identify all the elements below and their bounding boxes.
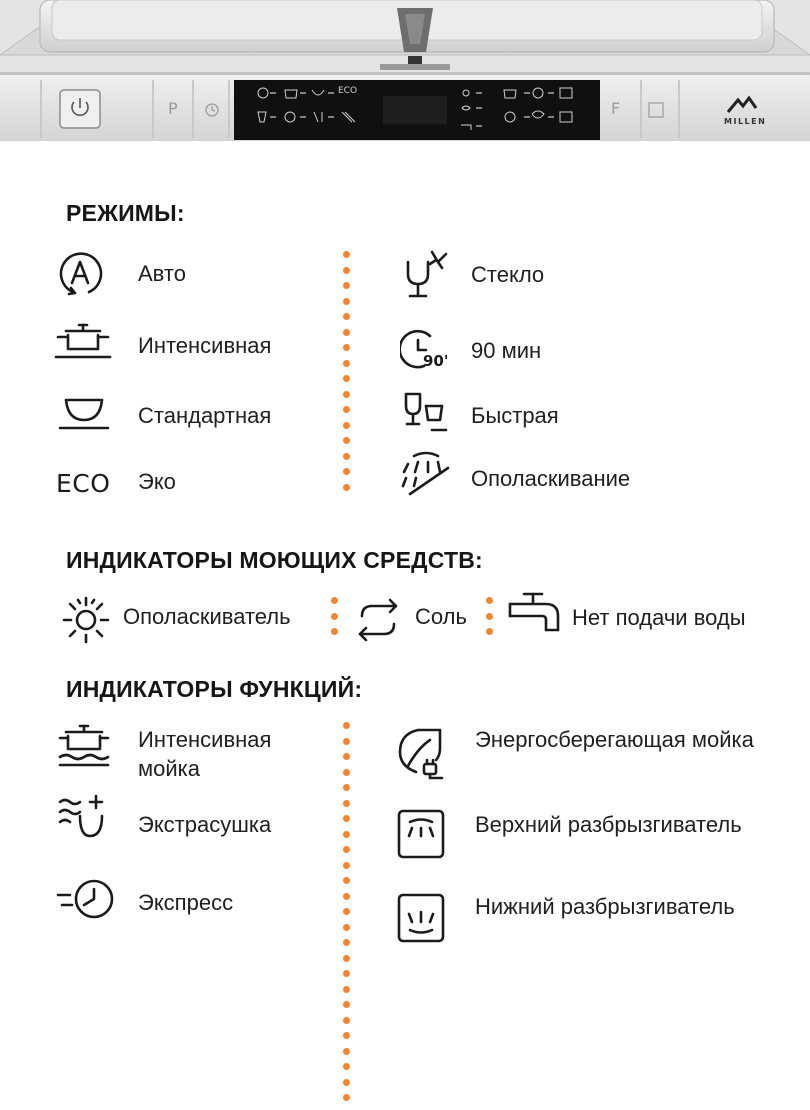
function-label: Экстрасушка <box>138 812 272 837</box>
bowl-icon <box>56 396 112 438</box>
leaf-plug-icon <box>396 726 450 782</box>
mode-label: 90 мин <box>471 338 542 363</box>
mode-label: Эко <box>138 469 176 494</box>
function-label: Верхний разбрызгиватель <box>475 812 742 837</box>
function-label: Интенсивная мойка <box>138 727 272 781</box>
detergent-label: Ополаскиватель <box>123 604 291 629</box>
detergent-label: Соль <box>415 604 467 629</box>
mode-label: Ополаскивание <box>471 466 631 491</box>
extra-dry-icon <box>56 792 112 844</box>
auto-icon <box>56 252 106 298</box>
pot-icon <box>54 322 112 364</box>
mode-label: Авто <box>138 261 186 286</box>
mode-label: Стекло <box>471 262 545 287</box>
shower-icon <box>398 450 454 498</box>
f-button-label: F <box>611 99 621 118</box>
functions-heading: ИНДИКАТОРЫ ФУНКЦИЙ: <box>66 676 363 702</box>
p-button-label: P <box>168 99 178 118</box>
intensive-wash-icon <box>56 723 112 771</box>
faucet-icon <box>506 590 566 642</box>
panel-eco-label: ECO <box>338 86 358 96</box>
function-label: Экспресс <box>138 890 234 915</box>
detergents-heading: ИНДИКАТОРЫ МОЮЩИХ СРЕДСТВ: <box>66 547 483 573</box>
detergent-label: Нет подачи воды <box>572 605 746 630</box>
glasses-icon <box>400 390 452 436</box>
rinse-aid-icon <box>58 594 114 646</box>
functions-divider <box>343 722 351 1110</box>
detergent-divider <box>331 597 339 644</box>
brand-logo-text: MILLEN <box>724 117 767 126</box>
mode-label: Стандартная <box>138 403 272 428</box>
lower-sprayer-icon <box>396 892 446 944</box>
control-panel-photo <box>0 0 810 141</box>
modes-divider <box>343 251 351 499</box>
clock-90-text: 90' <box>423 352 449 370</box>
express-icon <box>54 873 120 921</box>
mode-label: Быстрая <box>471 403 559 428</box>
eco-icon: ECO <box>56 469 111 498</box>
function-label: Энергосберегающая мойка <box>475 727 754 752</box>
modes-heading: РЕЖИМЫ: <box>66 200 185 226</box>
salt-icon <box>352 596 404 644</box>
mode-label: Интенсивная <box>138 333 272 358</box>
glass-icon <box>402 248 448 304</box>
detergent-divider <box>486 597 494 644</box>
upper-sprayer-icon <box>396 808 446 860</box>
function-label: Нижний разбрызгиватель <box>475 894 735 919</box>
